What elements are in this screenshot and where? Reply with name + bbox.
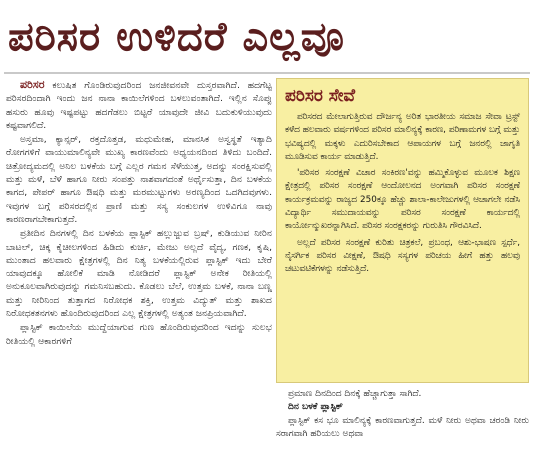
- right-bottom-column: [276, 388, 529, 456]
- sidebar-box-title: ಪರಿಸರ ಸೇವೆ: [285, 86, 356, 106]
- left-paragraph-4: ಪ್ಲಾಸ್ಟಿಕ್ ಕಾಯಿಲೆಯ ಮುದ್ದೆಯಾಗುವ ಗುಣ ಹೊಂದಿರುವುದರಿಂದ ಇದನ್ನು ಸುಲಭ ರೀತಿಯಲ್ಲಿ ಆಕಾರಗಳಿಗೆ: [6, 322, 272, 347]
- left-column: [6, 78, 272, 456]
- sidebar-box-paragraph-3: ಅಲ್ಲದೆ ಪರಿಸರ ಸಂರಕ್ಷಣೆ ಕುರಿತು ಚಿತ್ರಕಲೆ, ಪ್ರಬಂಧ, ಆಶು-ಭಾಷಣ ಸ್ಪರ್ಧೆ, ನೈಸರ್ಗಿಕ ಪರಿಸರ ವೀಕ್ಷಣೆ, ಔಷಧಿ ಸಸ್ಯಗಳ ಪರಿಚಯ ಹೀಗೆ ಹತ್ತು ಹಲವು ಚಟುವಟಿಕೆಗಳನ್ನು ನಡೆಸುತ್ತಿದೆ.: [285, 237, 520, 275]
- left-paragraph-3: ಪ್ರತೀದಿನ ದಿನಗಳಲ್ಲಿ ದಿನ ಬಳಕೆಯ ಪ್ಲಾಸ್ಟಿಕ್ ಹಲ್ಲುಜ್ಜುವ ಬ್ರಷ್, ಕುಡಿಯುವ ನೀರಿನ ಬಾಟಲ್, ಚಿಕ್ಕ ಕೈಚೀಲಗಳಿಂದ ಹಿಡಿದು ಕುರ್ಚಿ, ಮೇಜು ಅಲ್ಲದೆ ವೈದ್ಯ, ಗಣಕ, ಕೃಷಿ, ಮುಂತಾದ ಹಲವಾರು ಕ್ಷೇತ್ರಗಳಲ್ಲಿ ದಿನ ನಿತ್ಯ ಬಳಕೆಯಲ್ಲಿರುವ ಪ್ಲಾಸ್ಟಿಕ್ ಇದು ಬೇರೆ ಯಾವುದಕ್ಕೂ ಹೋಲಿಕೆ ಮಾಡಿ ನೋಡಿದರೆ ಪ್ಲಾಸ್ಟಿಕ್ ಅನೇಕ ರೀತಿಯಲ್ಲಿ ಅನುಕೂಲವಾಗಿರುವುದನ್ನು ಗಮನಿಸಬಹುದು. ಕೊಡಲು ಬೆಲೆ, ಉತ್ತಮ ಬಳಕೆ, ನಾನಾ ಬಣ್ಣ ಮತ್ತು ನೀರಿನಿಂದ ತುತ್ತಾಗದ ನಿರೋಧಕ ಶಕ್ತಿ, ಉತ್ತಮ ವಿದ್ಯುತ್ ಮತ್ತು ಶಾಖದ ನಿರೋಧಕತನಗಳು ಹೊಂದಿರುವುದರಿಂದ ಎಲ್ಲ ಕ್ಷೇತ್ರಗಳಲ್ಲಿ ಅತ್ಯಂತ ಜನಪ್ರಿಯವಾಗಿದೆ.: [6, 228, 272, 320]
- headline-divider: [4, 72, 530, 74]
- right-bottom-subhead: ದಿನ ಬಳಕೆ ಪ್ಲಾಸ್ಟಿಕ್: [288, 402, 343, 413]
- headline: ಪರಿಸರ ಉಳಿದರೆ ಎಲ್ಲವೂ: [8, 14, 345, 60]
- sidebar-box-paragraph-1: ಪರಿಸರದ ಮೇಲಾಗುತ್ತಿರುವ ದೌರ್ಜನ್ಯ ಅರಿತ ಭಾರತೀಯ ಸಮಾಜ ಸೇವಾ ಟ್ರಸ್ಟ್ ಕಳೆದ ಹಲವಾರು ವರ್ಷಗಳಿಂದ ಪರಿಸರ ಮಾಲಿನ್ಯಕ್ಕೆ ಕಾರಣ, ಪರಿಣಾಮಗಳ ಬಗ್ಗೆ ಮತ್ತು ಭವಿಷ್ಯದಲ್ಲಿ ಮಕ್ಕಳು ಎದುರಿಸಬೇಕಾದ ಆಪಾಯಗಳ ಬಗ್ಗೆ ಜನರಲ್ಲಿ ಜಾಗೃತಿ ಮೂಡಿಸುವ ಕಾರ್ಯ ಮಾಡುತ್ತಿದೆ.: [285, 112, 520, 162]
- sidebar-box: [276, 78, 529, 383]
- left-paragraph-1-text: ಕಲುಷಿತ ಗೊಂಡಿರುವುದರಿಂದ ಜನಜೀವನವೇ ದುಸ್ತರವಾಗಿದೆ. ಹದಗೆಟ್ಟ ಪರಿಸರದಿಂದಾಗಿ ಇಂದು ಜನ ನಾನಾ ಕಾಯಿಲೆಗಳಿಂದ ಬಳಲುವಂತಾಗಿದೆ. ಇಲ್ಲಿನ ಸೊಪ್ಪು ಹಸುರು ಹೂವು ಇಷ್ಟಪಟ್ಟು ಹದಗೆಡಲು ಬಿಟ್ಟರೆ ಯಾವುದೇ ಜೀವಿ ಬದುಕುಳಿಯುವುದು ಕಷ್ಟವಾಗಲಿದೆ.: [6, 80, 272, 131]
- sidebar-box-paragraph-2: 'ಪರಿಸರ ಸಂರಕ್ಷಣೆ ವಿಚಾರ ಸಂಕಿರಣ'ವನ್ನು ಹಮ್ಮಿಕೊಳ್ಳುವ ಮೂಲಕ ಶಿಕ್ಷಣ ಕ್ಷೇತ್ರದಲ್ಲಿ ಪರಿಸರ ಸಂರಕ್ಷಣೆ ಆಂದೋಲನದ ಅಂಗವಾಗಿ ಪರಿಸರ ಸಂರಕ್ಷಣೆ ಕಾರ್ಯಕ್ರಮವನ್ನು ರಾಜ್ಯದ 250ಕ್ಕೂ ಹೆಚ್ಚು ಶಾಲಾ-ಕಾಲೇಜುಗಳಲ್ಲಿ ಆಚಾಗಲೇ ನಡೆಸಿ ವಿದ್ಯಾರ್ಥಿ ಸಮುದಾಯವನ್ನು ಪರಿಸರ ಸಂರಕ್ಷಣೆ ಕಾರ್ಯದಲ್ಲಿ ಕಾರ್ಯೋನ್ಮುಖರನ್ನಾಗಿಸಿದೆ. ಪರಿಸರ ಸಂರಕ್ಷಕರನ್ನು ಗುರುತಿಸಿ ಗೌರವಿಸಿದೆ.: [285, 168, 520, 232]
- right-bottom-line-1: ಪ್ರಮಾಣ ದಿನದಿಂದ ದಿನಕ್ಕೆ ಹೆಚ್ಚಾಗುತ್ತಾ ಸಾಗಿದೆ.: [288, 389, 422, 399]
- lead-word: ಪರಿಸರ: [20, 78, 45, 91]
- right-bottom-line-3: ಪ್ಲಾಸ್ಟಿಕ್ ಕಸ ಭೂ ಮಾಲಿನ್ಯಕ್ಕೆ ಕಾರಣವಾಗುತ್ತದೆ. ಮಳೆ ನೀರು ಅಥವಾ ಚರಂಡಿ ನೀರು ಸರಾಗವಾಗಿ ಹರಿಯಲು ಅಥವಾ: [276, 415, 529, 439]
- left-paragraph-2: ಅಸ್ತಮಾ, ಕ್ಯಾನ್ಸರ್, ರಕ್ತದೊತ್ತಡ, ಮಧುಮೇಹ, ಮಾನಸಿಕ ಅಸ್ವಸ್ಥತೆ ಇತ್ಯಾದಿ ರೋಗಗಳಿಗೆ ವಾಯುಮಾಲಿನ್ಯವೇ ಮುಖ್ಯ ಕಾರಣವೆಂದು ಅಧ್ಯಯನದಿಂದ ತಿಳಿದು ಬಂದಿದೆ. ಚಿತ್ರೋದ್ಯಮದಲ್ಲಿ ಅನಿಲ ಬಳಕೆಯ ಬಗ್ಗೆ ಎಲ್ಲರ ಗಮನ ಸೆಳೆಯುತ್ತ, ಅದನ್ನು ಸಂರಕ್ಷಿಸುವಲ್ಲಿ ಮತ್ತು ಮಳೆ, ಬೆಳೆ ಹಾಗೂ ನೀರು ಸಂಪತ್ತು ನಾಶವಾಗದಂತೆ ಅರ್ಥೈಸುತ್ತಾ, ದಿನ ಬಳಕೆಯ ಕಾಗದ, ಪೇಪರ್ ಹಾಗೂ ಔಷಧಿ ಮತ್ತು ಮರಮುಟ್ಟುಗಳು ಅರಣ್ಯದಿಂದ ಒದಗಿದವುಗಳು. ಇವುಗಳ ಬಗ್ಗೆ ಪರಿಸರದಲ್ಲಿನ ಪ್ರಾಣಿ ಮತ್ತು ಸಸ್ಯ ಸಂಕುಲಗಳ ಉಳಿವಿಗೂ ನಾವು ಕಾರಣರಾಗಬೇಕಾಗುತ್ತದೆ.: [6, 134, 272, 225]
- left-paragraph-1: [6, 78, 272, 132]
